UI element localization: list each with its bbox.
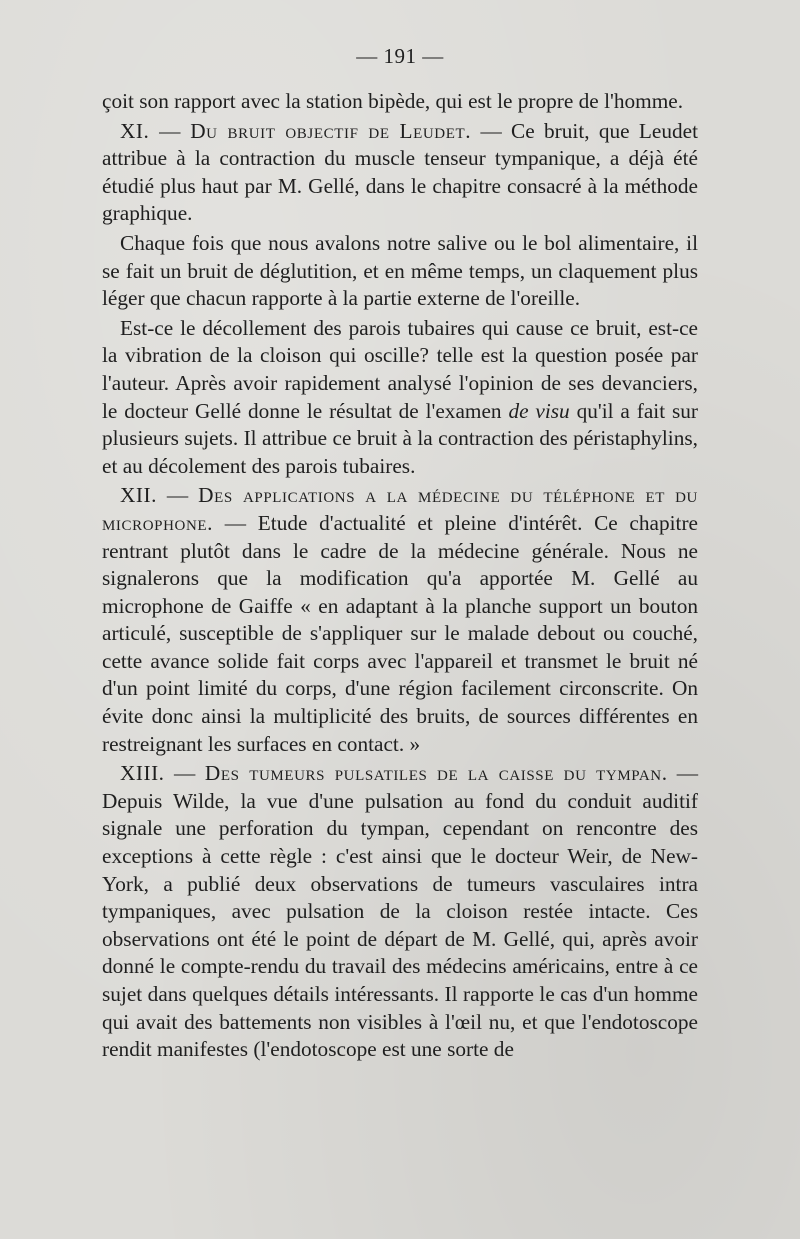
paragraph: [102, 230, 698, 313]
paragraph-continuation: [102, 88, 698, 116]
section-xi-paragraph: [102, 118, 698, 228]
paragraph-text: — Ce bruit, que Leudet attribue à la contraction du muscle tenseur tympanique, a déjà été étudié plus haut par M. Gellé, dans le chapitre consacré à la méthode graphique.: [102, 118, 699, 226]
paragraph-text: — Depuis Wilde, la vue d'une pulsation au fond du conduit auditif signale une perforation du tympan, cependant on rencontre des exceptions à cette règle : c'est ainsi que le docteur Weir, de New-York, a publié deux observations de tumeurs vasculaires intra tympaniques, avec pulsation de la cloison restée intacte. Ces observations ont été le point de départ de M. Gellé, qui, après avoir donné le compte-rendu du travail des médecins américains, entre à ce sujet dans quelques détails intéressants. Il rapporte le cas d'un homme qui avait des battements non visibles à l'œil nu, et que l'endotoscope rendit manifestes (l'endotoscope est une sorte de: [102, 761, 698, 1062]
section-xii-paragraph: [102, 482, 698, 758]
italic-phrase: de visu: [508, 398, 570, 423]
section-number: XII. —: [120, 483, 189, 508]
section-number: XI. —: [120, 118, 181, 143]
paragraph-text: çoit son rapport avec la station bipède, qui est le propre de l'homme.: [102, 89, 684, 113]
page-number: — 191 —: [356, 44, 444, 68]
section-xiii-paragraph: [102, 760, 698, 1064]
paragraph-text: — Etude d'actualité et pleine d'intérêt. Ce chapitre rentrant plutôt dans le cadre de la médecine générale. Nous ne signalerons que la modification qu'a apportée M. Gellé au microphone de Gaiffe « en adaptant à la planche support un bouton articulé, susceptible de s'appliquer sur le malade debout ou couché, cette avance solide fait corps avec l'appareil et transmet le bruit né d'un point limité du corps, d'une région facilement circonscrite. On évite donc ainsi la multiplicité des bruits, de sources différentes en restreignant les surfaces en contact. »: [102, 510, 698, 756]
section-title: Du bruit objectif de Leudet.: [190, 118, 472, 143]
section-title: Des applications a la médecine du téléphone et du microphone.: [102, 483, 698, 535]
section-number: XIII. —: [120, 761, 196, 786]
paragraph-text: Chaque fois que nous avalons notre salive ou le bol alimentaire, il se fait un bruit de déglutition, et en même temps, un claquement plus léger que chacun rapporte à la partie externe de l'oreille.: [102, 230, 698, 311]
paragraph-text: Est-ce le décollement des parois tubaires qui cause ce bruit, est-ce la vibration de la cloison qui oscille? telle est la question posée par l'auteur. Après avoir rapidement analysé l'opinion de ses devanciers, le docteur Gellé donne le résultat de l'examen: [102, 315, 698, 423]
paragraph: [102, 315, 698, 481]
paragraph-text: qu'il a fait sur plusieurs sujets. Il attribue ce bruit à la contraction des péristaphylins, et au décolement des parois tubaires.: [102, 398, 699, 478]
section-title: Des tumeurs pulsatiles de la caisse du tympan.: [204, 761, 668, 786]
page-body: [102, 88, 698, 1064]
